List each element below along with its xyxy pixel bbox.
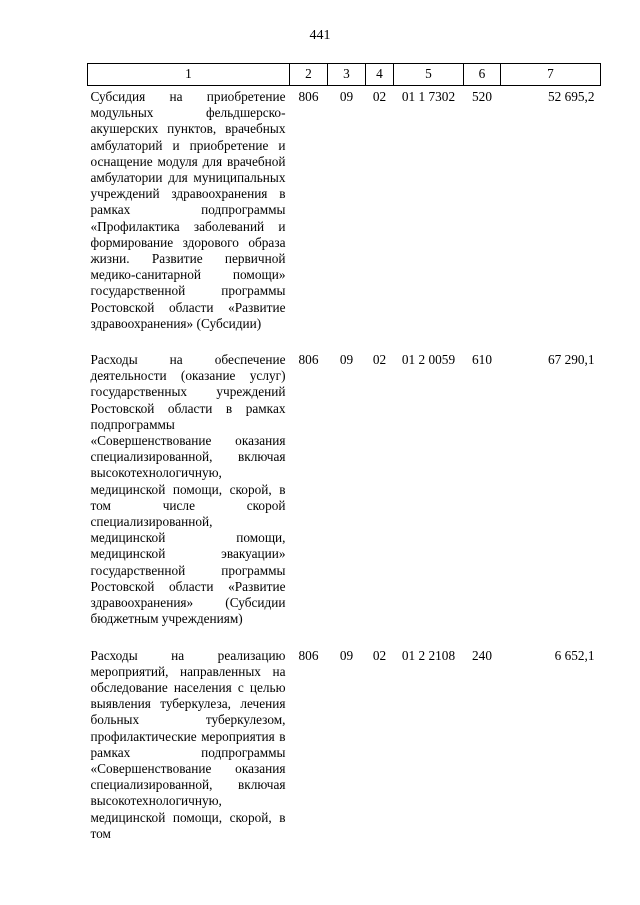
table-header-row <box>88 64 601 86</box>
header-col-3: 3 <box>328 64 366 86</box>
row-expense-type-code: 240 <box>472 647 492 663</box>
header-col-6: 6 <box>464 64 501 86</box>
row-amount: 67 290,1 <box>547 352 595 368</box>
row-ministry-code: 806 <box>298 89 319 104</box>
row-section-code: 09 <box>339 352 354 368</box>
row-target-code: 01 1 7302 <box>401 89 456 104</box>
table-row <box>88 349 601 644</box>
row-amount: 52 695,2 <box>547 89 595 104</box>
page-number: 441 <box>309 28 331 43</box>
table-row <box>88 86 601 350</box>
header-col-4: 4 <box>366 64 394 86</box>
header-col-1: 1 <box>88 64 290 86</box>
row-subsection-code: 02 <box>372 89 387 104</box>
header-col-5: 5 <box>394 64 464 86</box>
row-ministry-code: 806 <box>298 352 319 368</box>
row-section-code: 09 <box>339 647 354 663</box>
budget-table <box>87 63 601 859</box>
row-subsection-code: 02 <box>372 352 387 368</box>
header-col-7: 7 <box>501 64 601 86</box>
row-description: Расходы на реализацию мероприятий, направленных на обследование населения с целью выявления туберкулеза, лечения больных туберкулезом, профилактические мероприятия в рамках подпрограммы «Совершенствование оказания специализированной, включая высокотехнологичную, медицинской помощи, скорой, в том <box>90 647 286 841</box>
header-col-2: 2 <box>290 64 328 86</box>
table-row <box>88 645 601 859</box>
row-expense-type-code: 520 <box>472 89 492 104</box>
row-target-code: 01 2 2108 <box>401 647 456 663</box>
row-amount: 6 652,1 <box>554 647 595 663</box>
row-ministry-code: 806 <box>298 647 319 663</box>
row-target-code: 01 2 0059 <box>401 352 456 368</box>
row-expense-type-code: 610 <box>472 352 492 368</box>
row-description: Субсидия на приобретение модульных фельдшерско-акушерских пунктов, врачебных амбулаторий и приобретение и оснащение модуля для врачебной амбулатории для муниципальных учреждений здравоохранения в рамках подпрограммы «Профилактика заболеваний и формирование здорового образа жизни. Развитие первичной медико-санитарной помощи» государственной программы Ростовской области «Развитие здравоохранения» (Субсидии) <box>90 89 286 331</box>
row-description: Расходы на обеспечение деятельности (оказание услуг) государственных учреждений Ростовской области в рамках подпрограммы «Совершенствование оказания специализированной, включая высокотехнологичную, медицинской помощи, скорой, в том числе скорой специализированной, медицинской помощи, медицинской эвакуации» государственной программы Ростовской области «Развитие здравоохранения» (Субсидии бюджетным учреждениям) <box>90 352 286 627</box>
row-subsection-code: 02 <box>372 647 387 663</box>
row-section-code: 09 <box>339 89 354 104</box>
